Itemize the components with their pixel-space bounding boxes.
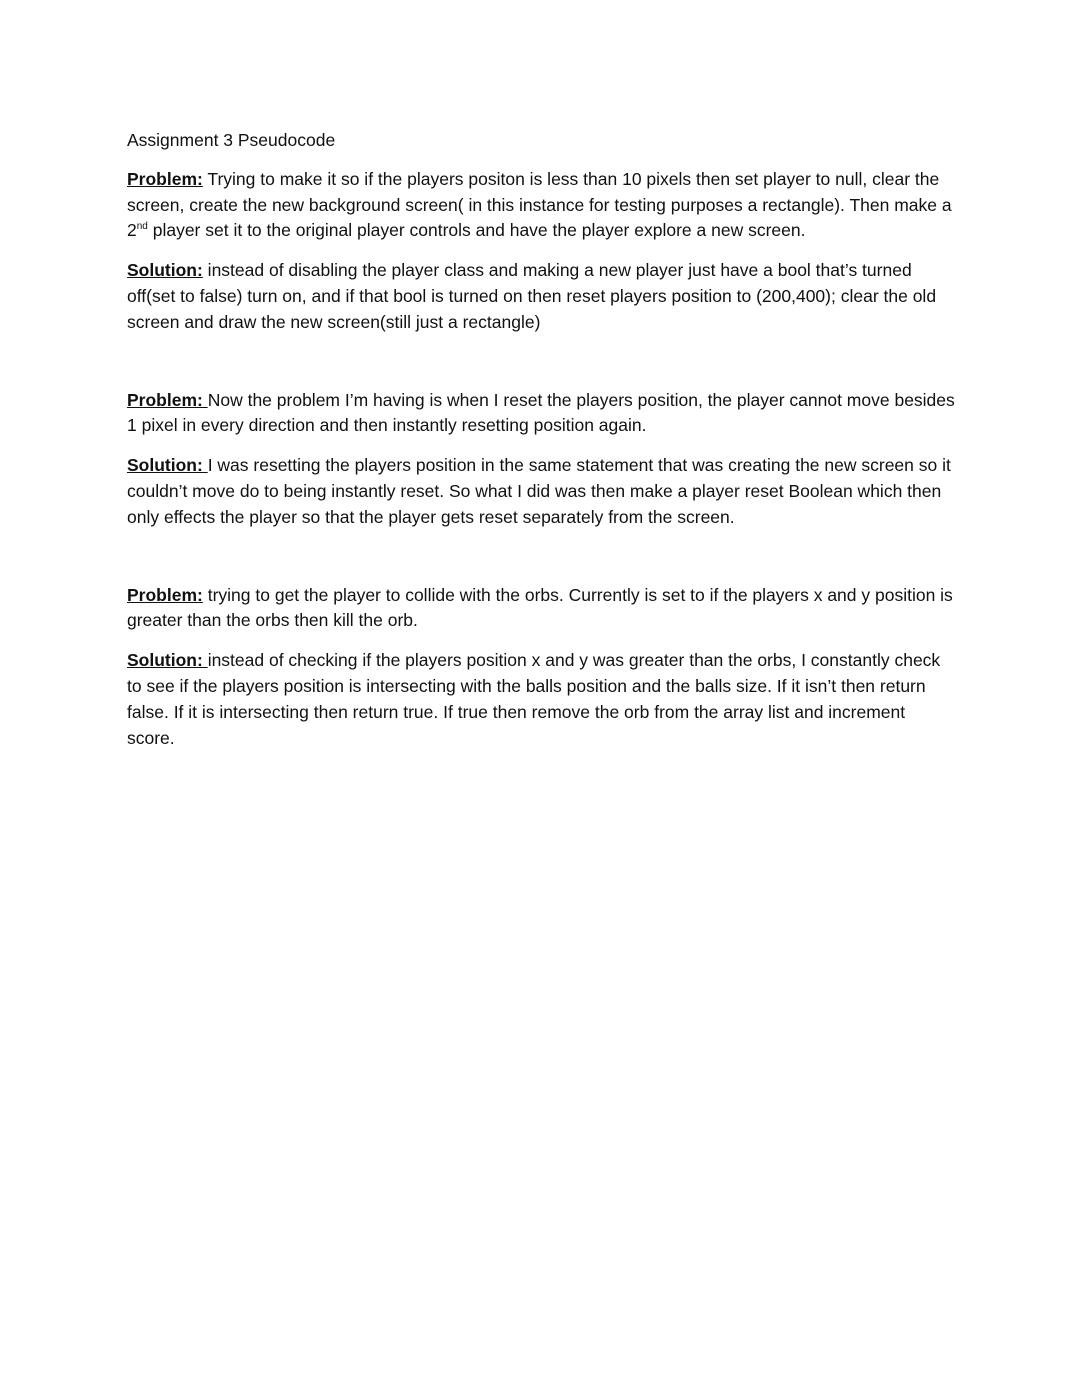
document-title: Assignment 3 Pseudocode	[127, 130, 336, 150]
solution-label-3: Solution:	[127, 650, 208, 671]
problem-label-2: Problem:	[127, 389, 208, 410]
problem-paragraph-3	[127, 583, 957, 635]
problem-paragraph-1	[127, 167, 957, 244]
problem-label-1: Problem:	[127, 168, 203, 189]
solution-label-1: Solution:	[127, 260, 203, 281]
problem-text-2: Now the problem I’m having is when I reset the players position, the player cannot move besides 1 pixel in every direction and then instantly resetting position again.	[127, 389, 955, 436]
solution-label-2: Solution:	[127, 455, 208, 476]
solution-text-2: I was resetting the players position in the same statement that was creating the new screen so it couldn’t move do to being instantly reset. So what I did was then make a player reset Boolean which then only effects the player so that the player gets reset separately from the screen.	[127, 455, 951, 527]
problem-text-3: trying to get the player to collide with the orbs. Currently is set to if the players x and y position is greater than the orbs then kill the orb.	[127, 584, 953, 631]
solution-paragraph-3	[127, 648, 957, 751]
problem-label-3: Problem:	[127, 584, 203, 605]
problem-text-1b: player set it to the original player controls and have the player explore a new screen.	[147, 220, 806, 241]
solution-paragraph-1	[127, 258, 957, 335]
solution-paragraph-2	[127, 453, 957, 530]
ordinal-superscript: nd	[136, 221, 148, 233]
solution-text-1: instead of disabling the player class and making a new player just have a bool that’s turned off(set to false) turn on, and if that bool is turned on then reset players position to (200,400); clear the old screen and draw the new screen(still just a rectangle)	[127, 260, 937, 332]
problem-paragraph-2	[127, 388, 957, 440]
document-page	[127, 128, 957, 765]
solution-text-3: instead of checking if the players position x and y was greater than the orbs, I constantly check to see if the players position is intersecting with the balls position and the balls size. If it isn’t then return false. If it is intersecting then return true. If true then remove the orb from the array list and increment score.	[127, 650, 941, 748]
problem-text-1a: Trying to make it so if the players positon is less than 10 pixels then set player to null, clear the screen, create the new background screen( in this instance for testing purposes a rectangle). Then make a 2	[127, 168, 952, 241]
